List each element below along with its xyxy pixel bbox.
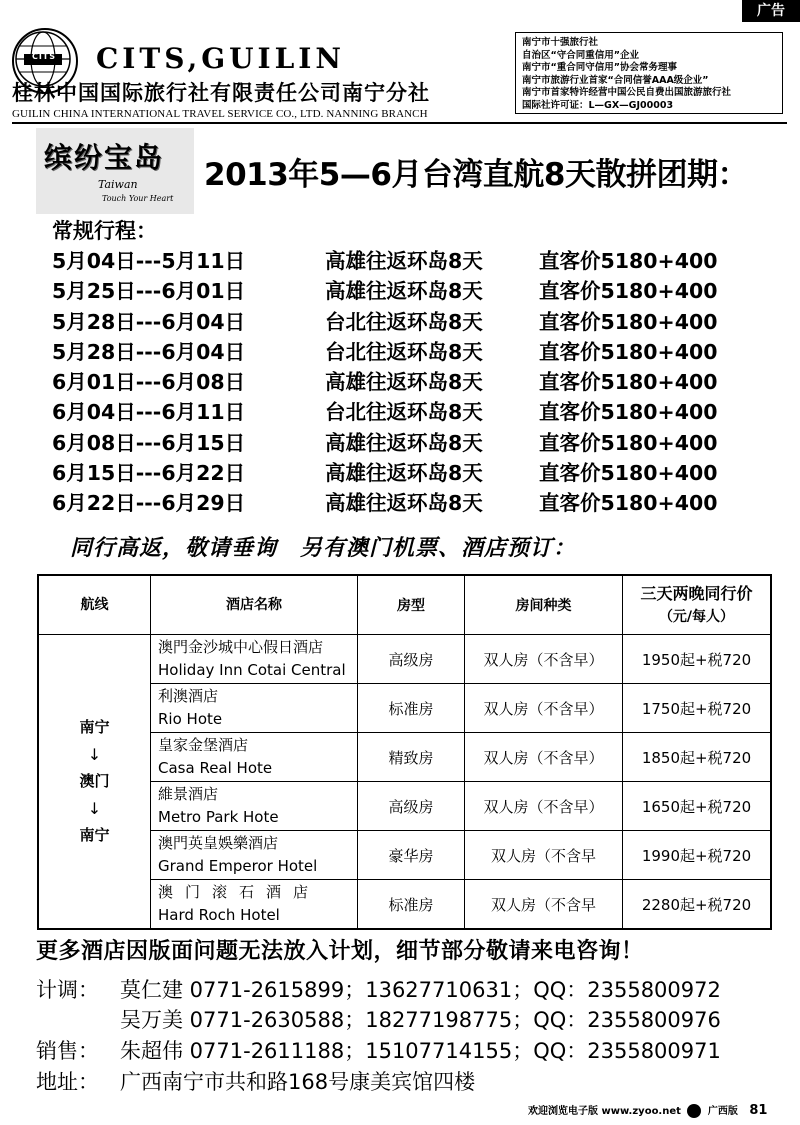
schedule-route: 高雄往返环岛8天 xyxy=(325,370,483,395)
contact-line xyxy=(36,976,721,1004)
hotel-name-cell xyxy=(151,684,358,733)
schedule-price: 直客价5180+400 xyxy=(539,339,718,364)
header-room-type: 房间种类 xyxy=(465,575,623,635)
room-grade: 豪华房 xyxy=(358,831,465,880)
brand-title: CITS,GUILIN xyxy=(96,42,345,75)
header-price-line1: 三天两晚同行价 xyxy=(640,584,753,603)
room-type: 双人房（不含早） xyxy=(465,635,623,684)
contact-line xyxy=(36,1006,721,1034)
route-destination: 澳门 xyxy=(79,772,110,790)
section-label: 常规行程： xyxy=(52,219,157,243)
schedule-dates: 5月28日---6月04日 xyxy=(52,309,246,334)
schedule-dates: 5月28日---6月04日 xyxy=(52,339,246,364)
hotel-name-cn: 皇家金堡酒店 xyxy=(158,736,249,754)
header-route: 航线 xyxy=(38,575,151,635)
address-line xyxy=(36,1068,475,1096)
schedule-dates: 6月04日---6月11日 xyxy=(52,400,246,425)
hotel-name-cell xyxy=(151,831,358,880)
hotel-price: 1750起+税720 xyxy=(623,684,772,733)
header-price-line2: （元/每人） xyxy=(658,609,735,625)
schedule-route: 台北往返环岛8天 xyxy=(325,339,483,364)
page-headline: 2013年5—6月台湾直航8天散拼团期： xyxy=(204,157,748,193)
hotel-name-cn: 澳门滚石酒店 xyxy=(158,883,321,901)
schedule-row xyxy=(52,276,772,306)
hotel-name-en: Rio Hote xyxy=(158,710,223,728)
ad-tag: 广告 xyxy=(742,0,800,22)
header-room: 房型 xyxy=(358,575,465,635)
hotel-price: 1650起+税720 xyxy=(623,782,772,831)
schedule-route: 高雄往返环岛8天 xyxy=(325,461,483,486)
route-origin: 南宁 xyxy=(79,718,110,736)
schedule-price: 直客价5180+400 xyxy=(539,309,718,334)
room-grade: 高级房 xyxy=(358,782,465,831)
hotel-name-cn: 利澳酒店 xyxy=(158,687,219,705)
schedule-row xyxy=(52,488,772,518)
schedule-price: 直客价5180+400 xyxy=(539,491,718,516)
credential-line: 自治区“守合同重信用”企业 xyxy=(522,49,639,61)
more-hotels-note: 更多酒店因版面问题无法放入计划，细节部分敬请来电咨询！ xyxy=(36,939,644,964)
schedule-price: 直客价5180+400 xyxy=(539,279,718,304)
table-row xyxy=(38,635,771,684)
address-text: 广西南宁市共和路168号康美宾馆四楼 xyxy=(120,1070,476,1094)
schedule-route: 高雄往返环岛8天 xyxy=(325,430,483,455)
schedule-dates: 5月04日---5月11日 xyxy=(52,249,246,273)
schedule-route: 台北往返环岛8天 xyxy=(325,400,483,425)
contact-label: 销售： xyxy=(36,1039,99,1063)
schedule-price: 直客价5180+400 xyxy=(539,370,718,395)
hotel-name-en: Metro Park Hote xyxy=(158,808,279,826)
schedule-dates: 6月08日---6月15日 xyxy=(52,430,246,455)
macau-hotel-table xyxy=(37,574,772,930)
room-grade: 标准房 xyxy=(358,684,465,733)
route-return: 南宁 xyxy=(79,826,110,844)
taiwan-brand-logo xyxy=(36,128,194,214)
room-grade: 精致房 xyxy=(358,733,465,782)
arrow-down-icon: ↓ xyxy=(87,799,102,818)
schedule-row xyxy=(52,246,772,276)
schedule-route: 高雄往返环岛8天 xyxy=(325,249,483,273)
schedule-row xyxy=(52,397,772,427)
contact-label: 地址： xyxy=(36,1070,99,1094)
brand-tile-tagline: Touch Your Heart xyxy=(102,194,174,203)
header-divider xyxy=(12,122,787,124)
credential-line: 国际社许可证：L—GX—GJ00003 xyxy=(522,99,674,111)
contact-label: 计调： xyxy=(36,978,99,1002)
schedule-route: 高雄往返环岛8天 xyxy=(325,279,483,304)
hotel-price: 2280起+税720 xyxy=(623,880,772,930)
route-cell xyxy=(38,635,151,930)
hotel-name-cn: 澳門英皇娛樂酒店 xyxy=(158,834,279,852)
hotel-price: 1950起+税720 xyxy=(623,635,772,684)
edition-badge-icon xyxy=(687,1104,701,1118)
company-name-cn: 桂林中国国际旅行社有限责任公司南宁分社 xyxy=(12,81,430,105)
page-footer xyxy=(528,1103,767,1120)
schedule-row xyxy=(52,337,772,367)
room-type: 双人房（不含早 xyxy=(465,831,623,880)
schedule-row xyxy=(52,428,772,458)
footer-edition: 广西版 xyxy=(707,1106,738,1117)
hotel-name-cell xyxy=(151,635,358,684)
tour-schedule-list xyxy=(52,246,772,519)
schedule-dates: 6月22日---6月29日 xyxy=(52,491,246,516)
contact-text: 莫仁建 0771-2615899；13627710631；QQ：2355800972 xyxy=(120,978,721,1002)
credential-line: 南宁市旅游行业首家“合同信誉AAA级企业” xyxy=(522,74,709,86)
schedule-route: 台北往返环岛8天 xyxy=(325,309,483,334)
schedule-dates: 6月01日---6月08日 xyxy=(52,370,246,395)
hotel-name-cell xyxy=(151,782,358,831)
footer-website: 欢迎浏览电子版 www.zyoo.net xyxy=(528,1106,681,1117)
hotel-name-cn: 維景酒店 xyxy=(158,785,219,803)
hotel-price: 1990起+税720 xyxy=(623,831,772,880)
schedule-row xyxy=(52,307,772,337)
schedule-price: 直客价5180+400 xyxy=(539,461,718,486)
room-type: 双人房（不含早） xyxy=(465,684,623,733)
hotel-name-en: Grand Emperor Hotel xyxy=(158,857,318,875)
schedule-route: 高雄往返环岛8天 xyxy=(325,491,483,516)
schedule-dates: 6月15日---6月22日 xyxy=(52,461,246,486)
schedule-row xyxy=(52,458,772,488)
contact-text: 朱超伟 0771-2611188；15107714155；QQ：2355800971 xyxy=(120,1039,721,1063)
room-grade: 高级房 xyxy=(358,635,465,684)
schedule-dates: 5月25日---6月01日 xyxy=(52,279,246,304)
credential-line: 南宁市“重合同守信用”协会常务理事 xyxy=(522,62,677,73)
schedule-price: 直客价5180+400 xyxy=(539,400,718,425)
schedule-price: 直客价5180+400 xyxy=(539,430,718,455)
room-type: 双人房（不含早） xyxy=(465,733,623,782)
brand-tile-en: Taiwan xyxy=(98,178,138,191)
hotel-name-cn: 澳門金沙城中心假日酒店 xyxy=(158,638,324,656)
room-type: 双人房（不含早） xyxy=(465,782,623,831)
credential-line: 南宁市十强旅行社 xyxy=(522,37,599,48)
header-hotel: 酒店名称 xyxy=(151,575,358,635)
hotel-name-en: Casa Real Hote xyxy=(158,759,273,777)
hotel-name-cell xyxy=(151,880,358,930)
room-type: 双人房（不含早 xyxy=(465,880,623,930)
table-header-row xyxy=(38,575,771,635)
company-name-en: GUILIN CHINA INTERNATIONAL TRAVEL SERVICE CO., LTD. NANNING BRANCH xyxy=(12,108,428,120)
hotel-price: 1850起+税720 xyxy=(623,733,772,782)
hotel-name-en: Hard Roch Hotel xyxy=(158,906,280,924)
hotel-name-cell xyxy=(151,733,358,782)
page-number: 81 xyxy=(749,1103,768,1118)
contact-text: 吴万美 0771-2630588；18277198775；QQ：2355800976 xyxy=(120,1008,721,1032)
logo-text: CITS xyxy=(31,52,57,61)
header-price xyxy=(623,575,772,635)
contact-line xyxy=(36,1037,721,1065)
macau-booking-notice: 同行高返，敬请垂询 另有澳门机票、酒店预订： xyxy=(70,536,577,561)
arrow-down-icon: ↓ xyxy=(87,745,102,764)
schedule-price: 直客价5180+400 xyxy=(539,249,718,273)
brand-tile-cn: 缤纷宝岛 xyxy=(44,141,165,174)
credentials-box xyxy=(515,32,783,114)
room-grade: 标准房 xyxy=(358,880,465,930)
schedule-row xyxy=(52,367,772,397)
hotel-name-en: Holiday Inn Cotai Central xyxy=(158,661,346,679)
credential-line: 南宁市首家特许经营中国公民自费出国旅游旅行社 xyxy=(522,87,732,98)
